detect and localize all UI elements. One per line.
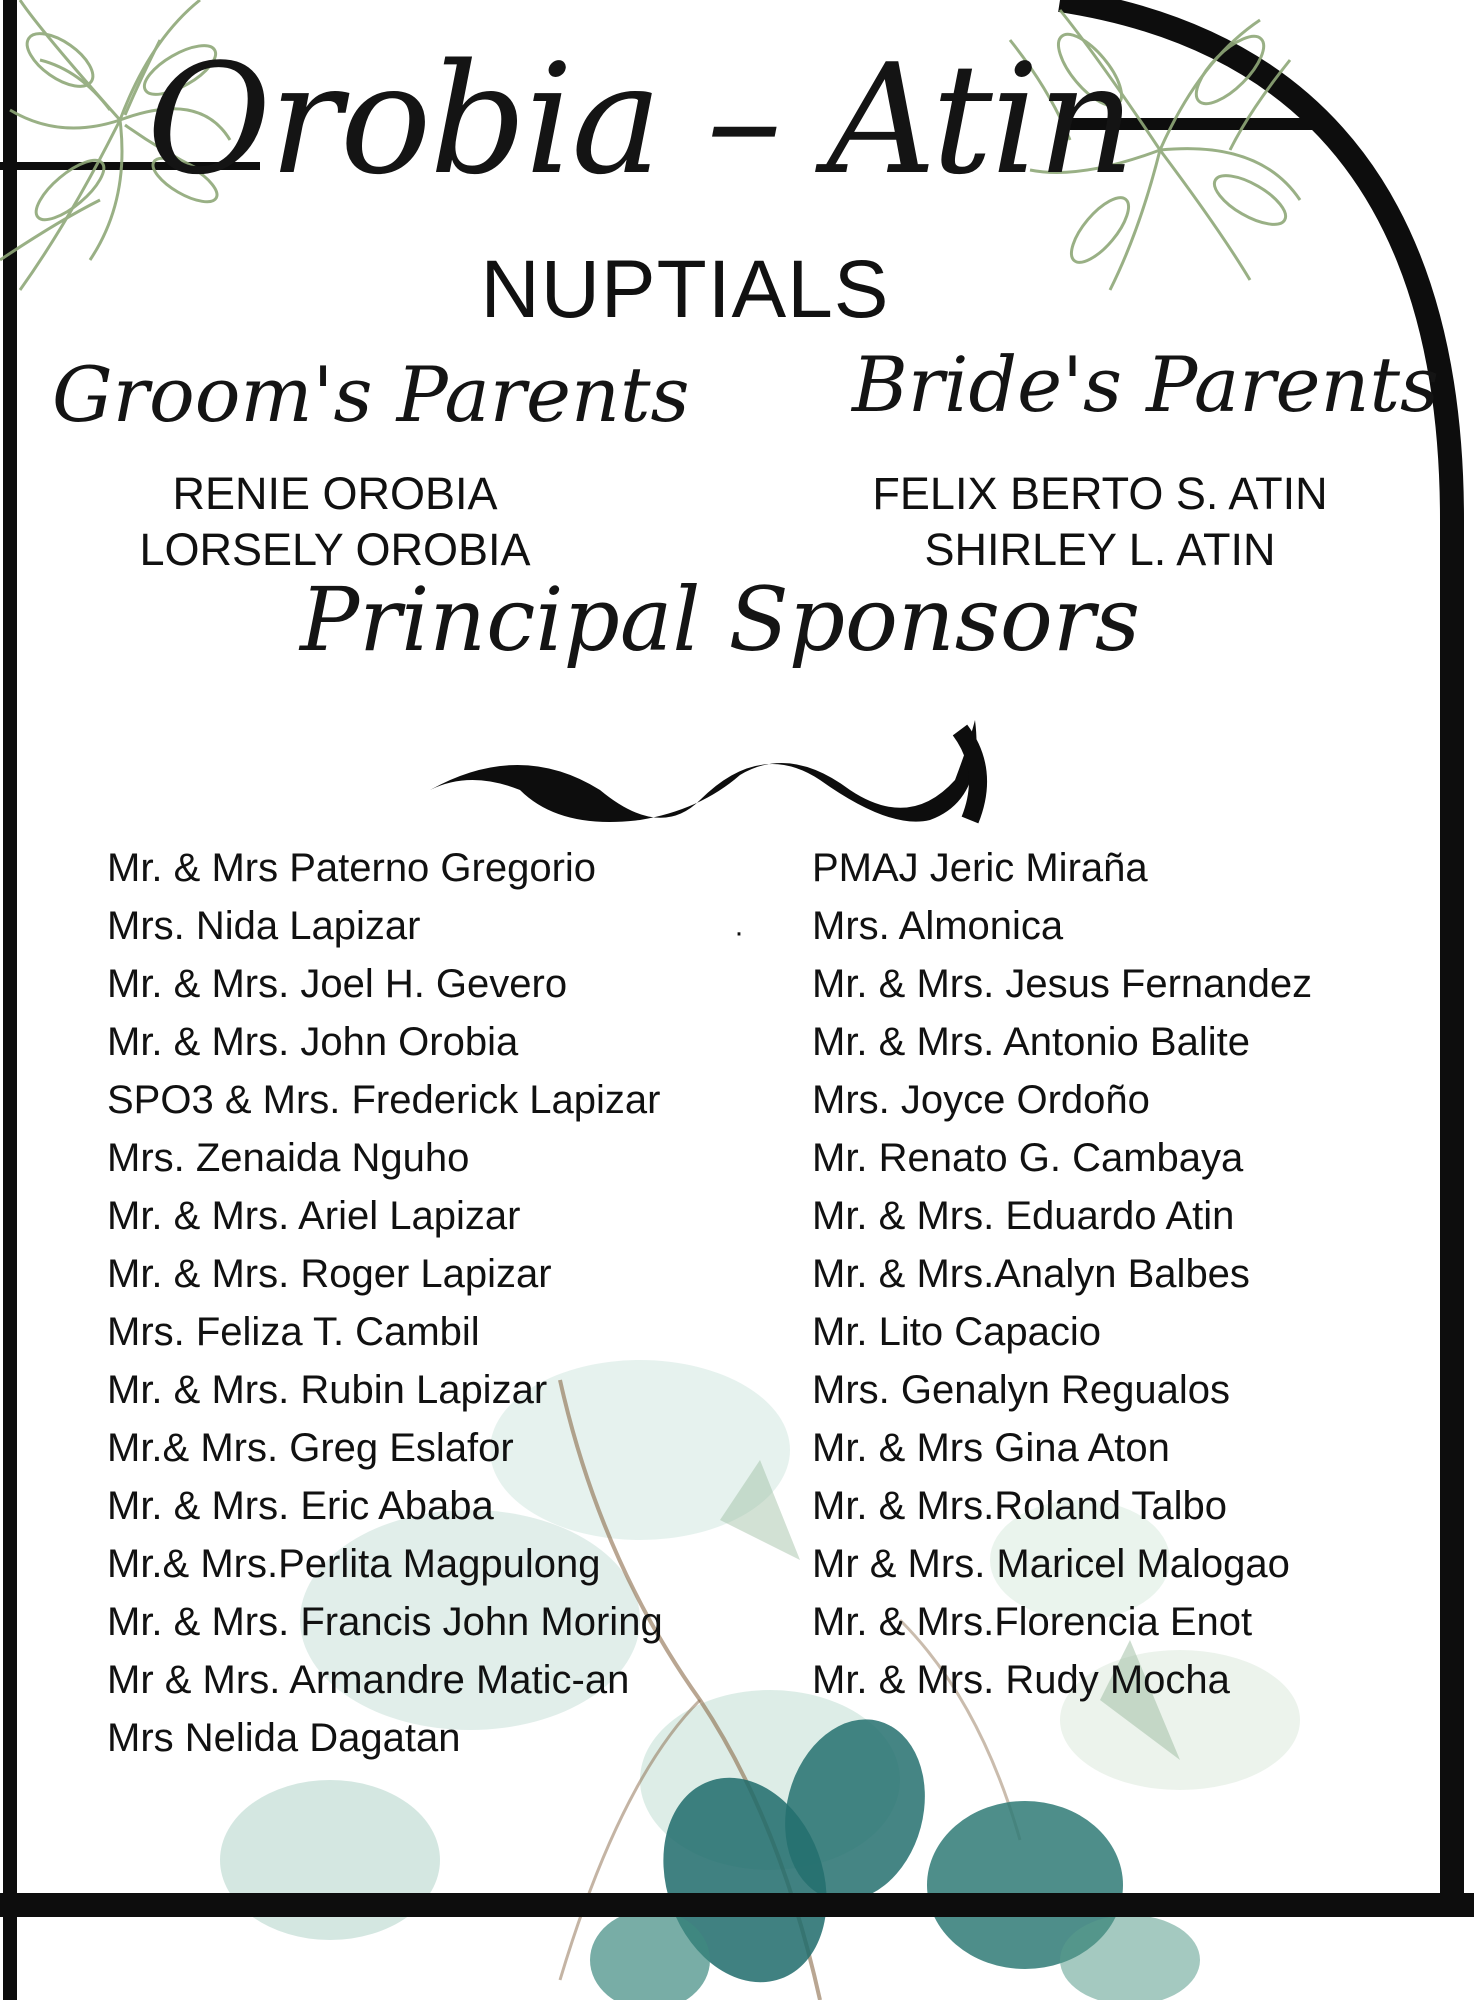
sponsor-entry: Mrs. Almonica xyxy=(812,904,1064,948)
bride-mother-name: SHIRLEY L. ATIN xyxy=(924,524,1276,575)
ribbon-divider-icon xyxy=(430,720,978,822)
bride-father-name: FELIX BERTO S. ATIN xyxy=(872,468,1328,519)
sponsor-entry: Mr. & Mrs. Rubin Lapizar xyxy=(107,1368,548,1412)
sponsors-left-column xyxy=(107,839,663,1767)
sponsor-entry: Mrs. Zenaida Nguho xyxy=(107,1136,470,1180)
sponsor-entry: Mr. Renato G. Cambaya xyxy=(812,1136,1244,1180)
sponsor-entry: Mr & Mrs. Armandre Matic-an xyxy=(107,1658,630,1702)
sponsor-entry: Mr. & Mrs Gina Aton xyxy=(812,1426,1170,1470)
sponsor-entry: Mrs. Joyce Ordoño xyxy=(812,1078,1150,1122)
sponsor-entry: Mr & Mrs. Maricel Malogao xyxy=(812,1542,1290,1586)
nuptials-subtitle: NUPTIALS xyxy=(480,244,890,335)
sponsor-entry: Mr. & Mrs. Roger Lapizar xyxy=(107,1252,552,1296)
sponsor-entry: Mr. & Mrs. Joel H. Gevero xyxy=(107,962,568,1006)
principal-sponsors-heading: Principal Sponsors xyxy=(300,568,1141,671)
sponsor-entry: Mr. & Mrs.Analyn Balbes xyxy=(812,1252,1250,1296)
groom-mother-name: LORSELY OROBIA xyxy=(139,524,531,575)
sponsor-entry: Mrs. Nida Lapizar xyxy=(107,904,421,948)
sponsor-entry: Mr. & Mrs. Francis John Moring xyxy=(107,1600,663,1644)
sponsor-entry: Mrs. Genalyn Regualos xyxy=(812,1368,1230,1412)
sponsor-entry: Mrs. Feliza T. Cambil xyxy=(107,1310,480,1354)
sponsor-entry: Mr. & Mrs. Antonio Balite xyxy=(812,1020,1250,1064)
sponsor-entry: Mr. & Mrs. Eric Ababa xyxy=(107,1484,494,1528)
bride-parents-heading: Bride's Parents xyxy=(852,340,1439,429)
groom-father-name: RENIE OROBIA xyxy=(172,468,498,519)
sponsor-entry: Mr. & Mrs. John Orobia xyxy=(107,1020,519,1064)
sponsor-entry: Mr. & Mrs. Ariel Lapizar xyxy=(107,1194,521,1238)
sponsor-entry: Mr. & Mrs.Florencia Enot xyxy=(812,1600,1253,1644)
sponsor-entry: Mr. Lito Capacio xyxy=(812,1310,1102,1354)
sponsor-entry: Mrs Nelida Dagatan xyxy=(107,1716,461,1760)
stray-dot-mark: · xyxy=(734,916,744,949)
sponsor-entry: Mr. & Mrs.Roland Talbo xyxy=(812,1484,1227,1528)
couple-title: Orobia – Atin xyxy=(146,31,1134,208)
sponsor-entry: Mr. & Mrs. Eduardo Atin xyxy=(812,1194,1235,1238)
sponsor-entry: Mr.& Mrs. Greg Eslafor xyxy=(107,1426,514,1470)
sponsor-entry: SPO3 & Mrs. Frederick Lapizar xyxy=(107,1078,661,1122)
sponsor-entry: Mr. & Mrs. Jesus Fernandez xyxy=(812,962,1313,1006)
sponsor-entry: Mr. & Mrs Paterno Gregorio xyxy=(107,846,597,890)
sponsor-entry: Mr.& Mrs.Perlita Magpulong xyxy=(107,1542,601,1586)
groom-parents-heading: Groom's Parents xyxy=(52,350,690,439)
sponsors-right-column xyxy=(812,839,1312,1709)
sponsor-entry: Mr. & Mrs. Rudy Mocha xyxy=(812,1658,1230,1702)
sponsor-entry: PMAJ Jeric Miraña xyxy=(812,846,1148,890)
